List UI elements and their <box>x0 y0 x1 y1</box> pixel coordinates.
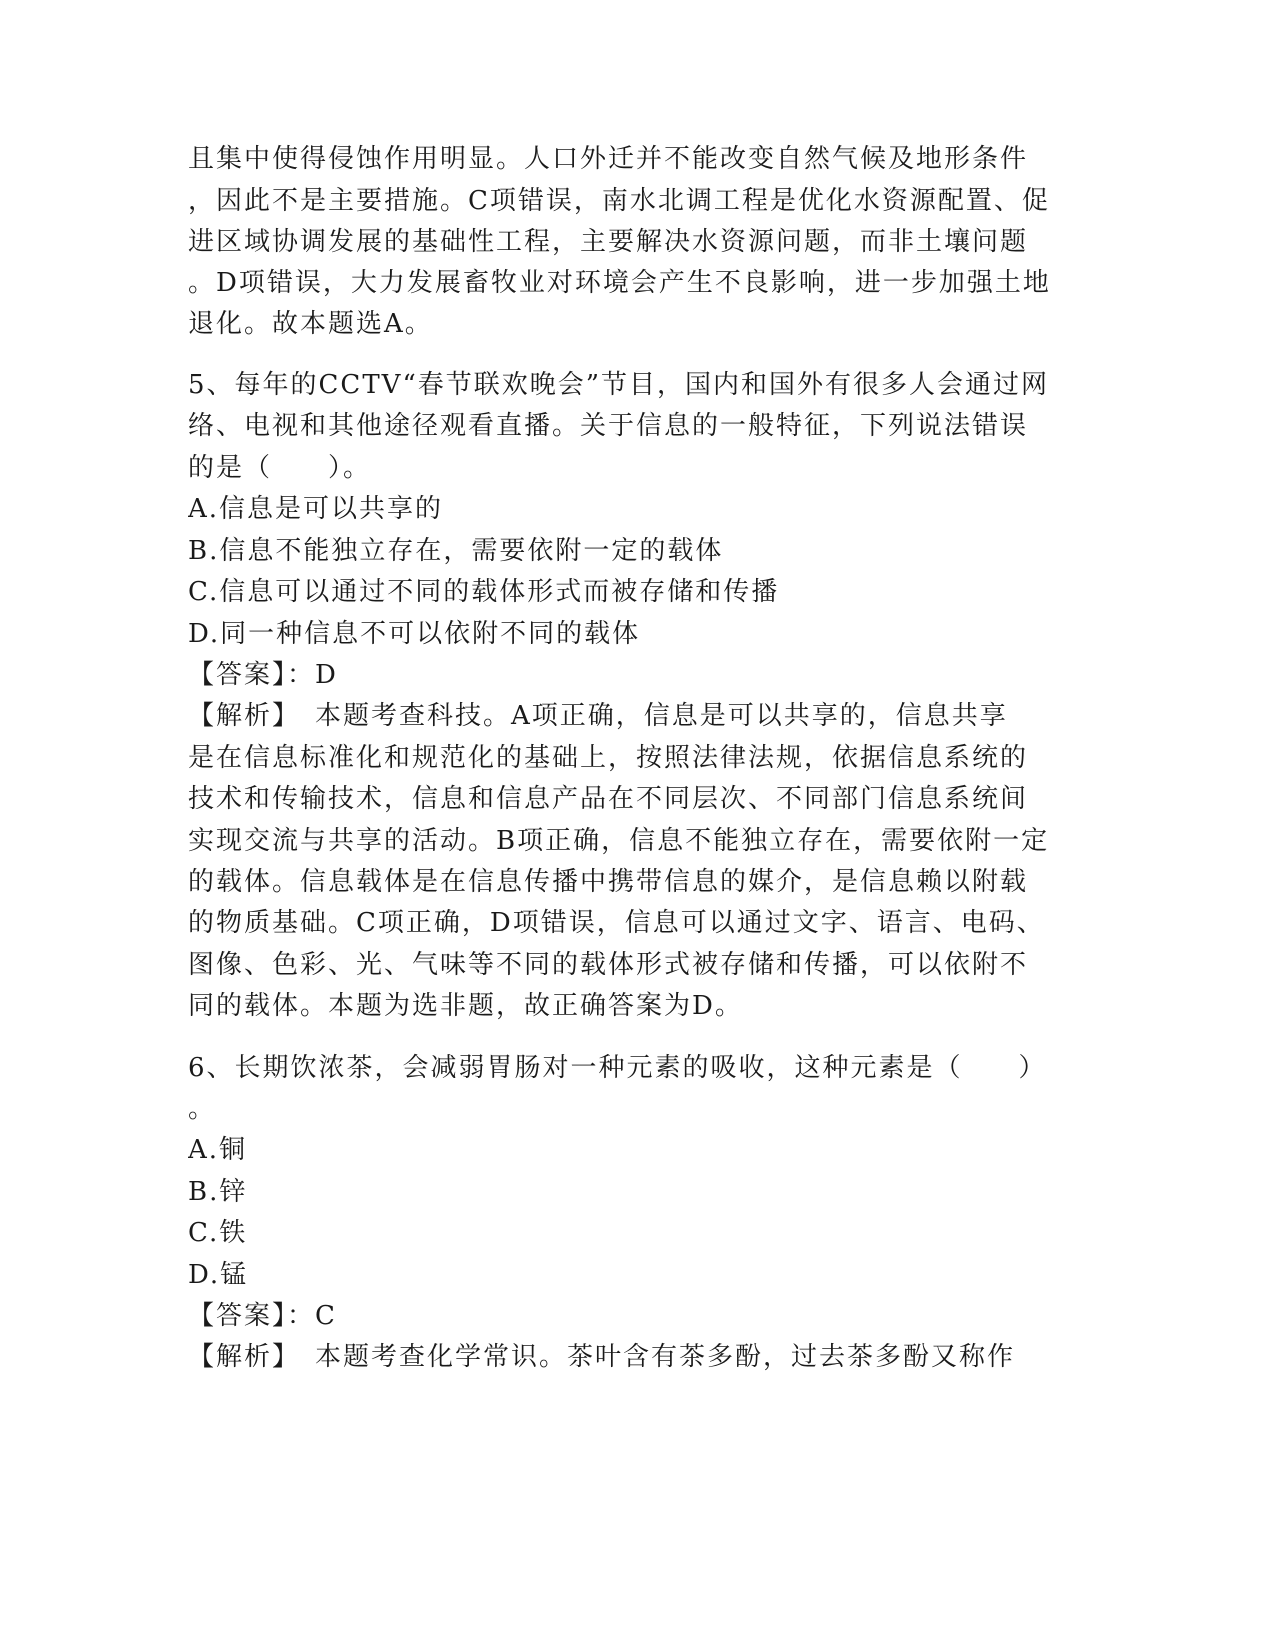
question-5-analysis: 图像、色彩、光、气味等不同的载体形式被存储和传播，可以依附不 <box>188 950 1029 980</box>
question-5-option-d: D.同一种信息不可以依附不同的载体 <box>188 619 641 649</box>
question-5-answer: 【答案】：D <box>188 660 338 690</box>
question-5-option-c: C.信息可以通过不同的载体形式而被存储和传播 <box>188 577 780 607</box>
question-6-option-b: B.锌 <box>188 1177 248 1207</box>
text-line: 且集中使得侵蚀作用明显。人口外迁并不能改变自然气候及地形条件 <box>188 144 1029 174</box>
question-6-stem: 。 <box>188 1094 217 1124</box>
question-6-option-c: C.铁 <box>188 1218 248 1248</box>
text-line: 。D项错误，大力发展畜牧业对环境会产生不良影响，进一步加强土地 <box>188 268 1051 298</box>
question-5-analysis: 是在信息标准化和规范化的基础上，按照法律法规，依据信息系统的 <box>188 743 1029 773</box>
question-5-analysis: 【解析】 本题考查科技。A项正确，信息是可以共享的，信息共享 <box>188 701 1008 731</box>
question-5-analysis: 技术和传输技术，信息和信息产品在不同层次、不同部门信息系统间 <box>188 784 1029 814</box>
text-line: 进区域协调发展的基础性工程，主要解决水资源问题，而非土壤问题 <box>188 227 1029 257</box>
question-6-analysis: 【解析】 本题考查化学常识。茶叶含有茶多酚，过去茶多酚又称作 <box>188 1342 1016 1372</box>
question-6-stem: 6、长期饮浓茶，会减弱胃肠对一种元素的吸收，这种元素是（ ） <box>188 1053 1047 1083</box>
question-5-stem: 络、电视和其他途径观看直播。关于信息的一般特征，下列说法错误 <box>188 411 1029 441</box>
question-5-analysis: 的物质基础。C项正确，D项错误，信息可以通过文字、语言、电码、 <box>188 908 1045 938</box>
text-line: 退化。故本题选A。 <box>188 309 433 339</box>
question-5-analysis: 的载体。信息载体是在信息传播中携带信息的媒介，是信息赖以附载 <box>188 867 1029 897</box>
question-5-stem: 的是（ ）。 <box>188 453 372 483</box>
question-5-analysis: 同的载体。本题为选非题，故正确答案为D。 <box>188 991 743 1021</box>
question-5-option-a: A.信息是可以共享的 <box>188 494 444 524</box>
text-line: ，因此不是主要措施。C项错误，南水北调工程是优化水资源配置、促 <box>188 186 1050 216</box>
question-6-option-d: D.锰 <box>188 1260 249 1290</box>
question-5-option-b: B.信息不能独立存在，需要依附一定的载体 <box>188 536 724 566</box>
question-6-option-a: A.铜 <box>188 1135 248 1165</box>
question-6-answer: 【答案】：C <box>188 1301 337 1331</box>
question-5-stem: 5、每年的CCTV“春节联欢晚会”节目，国内和国外有很多人会通过网 <box>188 370 1050 400</box>
question-5-analysis: 实现交流与共享的活动。B项正确，信息不能独立存在，需要依附一定 <box>188 826 1050 856</box>
